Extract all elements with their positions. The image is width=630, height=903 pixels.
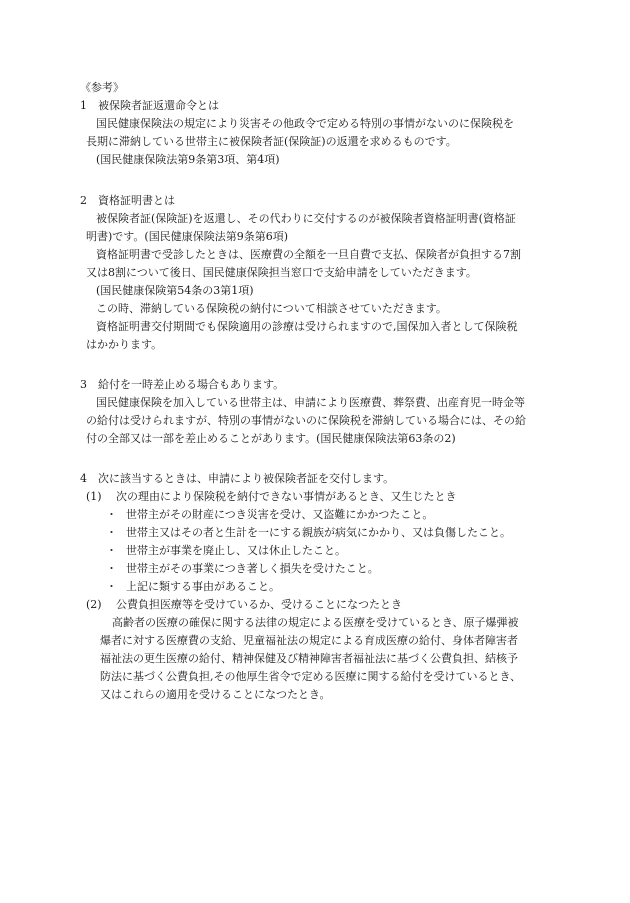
section-2-line: 明書)です。(国民健康保険法第9条第6項) [86, 230, 288, 243]
section-2-line: 資格証明書交付期間でも保険適用の診療は受けられますので,国保加入者として保険税 [96, 320, 518, 333]
bullet-icon: ・ [106, 508, 117, 521]
section-1-line: 長期に滞納している世帯主に被保険者証(保険証)の返還を求めるものです。 [86, 135, 457, 148]
subsection-1-title: 次の理由により保険税を納付できない事情があるとき、又生じたとき [116, 490, 457, 503]
section-2-title: 資格証明書とは [98, 194, 175, 207]
subsection-2-number: (2) [86, 598, 102, 611]
section-2-line: 被保険者証(保険証)を返還し、その代わりに交付するのが被保険者資格証明書(資格証 [96, 212, 516, 225]
subsection-2-line: 又はこれらの適用を受けることになつたとき。 [100, 688, 331, 701]
list-item: 世帯主が事業を廃止し、又は休止したこと。 [126, 544, 346, 557]
subsection-2-line: 福祉法の更生医療の給付、精神保健及び精神障害者福祉法に基づく公費負担、結核予 [100, 652, 518, 665]
section-3-number: 3 [80, 378, 87, 391]
subsection-2-title: 公費負担医療等を受けているか、受けることになつたとき [116, 598, 402, 611]
section-1-title: 被保険者証返還命令とは [98, 99, 219, 112]
subsection-2-line: 防法に基づく公費負担,その他厚生省令で定める医療に関する給付を受けているとき、 [100, 670, 522, 683]
section-1-line: 国民健康保険法の規定により災害その他政令で定める特別の事情がないのに保険税を [96, 117, 514, 130]
subsection-2-line: 高齢者の医療の確保に関する法律の規定による医療を受けているとき、原子爆弾被 [112, 616, 519, 629]
bullet-icon: ・ [106, 562, 117, 575]
section-2-line: 又は8割について後日、国民健康保険担当窓口で支給申請をしていただきます。 [86, 266, 477, 279]
reference-header: 《参考》 [80, 81, 124, 94]
section-2-line: 資格証明書で受診したときは、医療費の全額を一旦自費で支払、保険者が負担する7割 [96, 248, 521, 261]
list-item: 世帯主又はその者と生計を一にする親族が病気にかかり、又は負傷したこと。 [126, 526, 511, 539]
section-4-number: 4 [80, 472, 87, 485]
section-2-citation: (国民健康保険第54条の3第1項) [96, 284, 254, 297]
section-3-title: 給付を一時差止める場合もあります。 [98, 378, 285, 391]
section-2-line: はかかります。 [86, 338, 163, 351]
section-1-citation: (国民健康保険法第9条第3項、第4項) [96, 153, 280, 166]
section-3-line: 国民健康保険を加入している世帯主は、申請により医療費、葬祭費、出産育児一時金等 [96, 396, 525, 409]
section-3-line: 付の全部又は一部を差止めることがあります。(国民健康保険法第63条の2) [86, 432, 456, 445]
list-item: 世帯主がその事業につき著しく損失を受けたこと。 [126, 562, 379, 575]
section-2-number: 2 [80, 194, 87, 207]
bullet-icon: ・ [106, 580, 117, 593]
section-3-line: の給付は受けられますが、特別の事情がないのに保険税を滞納している場合には、その給 [86, 414, 526, 427]
subsection-2-line: 爆者に対する医療費の支給、児童福祉法の規定による育成医療の給付、身体者障害者 [100, 634, 518, 647]
list-item: 上記に類する事由があること。 [126, 580, 280, 593]
section-1-number: 1 [80, 99, 87, 112]
bullet-icon: ・ [106, 544, 117, 557]
subsection-1-number: (1) [86, 490, 102, 503]
bullet-icon: ・ [106, 526, 117, 539]
list-item: 世帯主がその財産につき災害を受け、又盗難にかかつたこと。 [126, 508, 434, 521]
section-4-title: 次に該当するときは、申請により被保険者証を交付します。 [98, 472, 395, 485]
section-2-line: この時、滞納している保険税の納付について相談させていただきます。 [96, 302, 447, 315]
